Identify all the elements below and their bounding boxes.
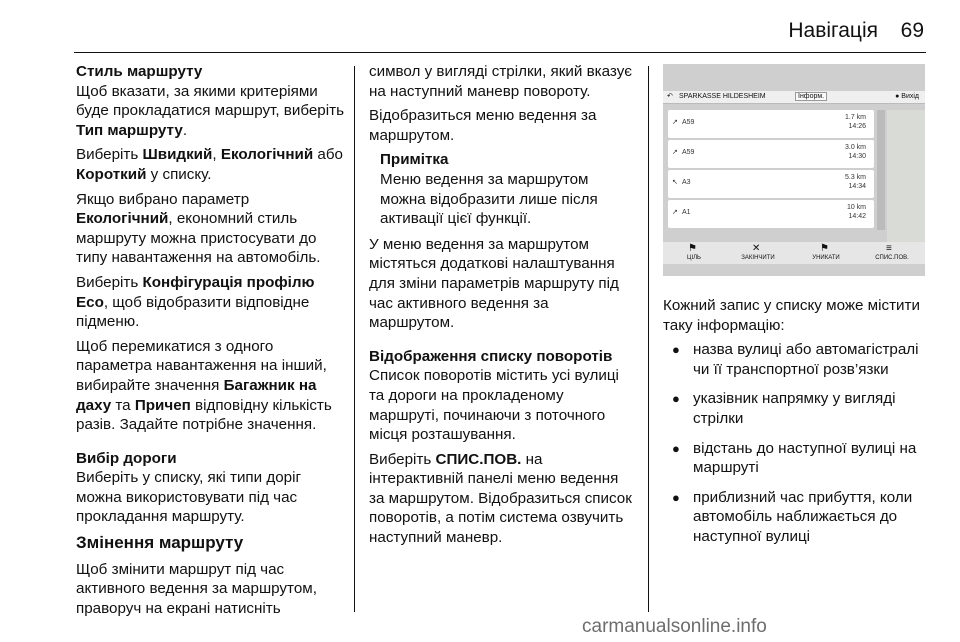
list-item: ● назва вулиці або автомагістралі чи її транспортної розв’язки — [663, 340, 925, 379]
text: Виберіть — [76, 146, 143, 164]
bold-text: СПИС.ПОВ. — [435, 450, 522, 468]
text: на інтерактивній панелі меню ведення за маршрутом. Відобразиться список поворотів, а потім система озвучить наступний маневр. — [369, 450, 632, 547]
arrival-time: 14:34 — [848, 183, 866, 190]
arrival-time: 14:26 — [848, 123, 866, 130]
page-number: 69 — [900, 19, 924, 42]
bold-text: Короткий — [76, 165, 147, 183]
road-name: A3 — [682, 179, 691, 186]
map-preview — [887, 110, 925, 242]
arrival-time: 14:42 — [848, 213, 866, 220]
screen-bottom-bar — [663, 242, 925, 264]
column-3 — [663, 296, 925, 557]
bold-text: Екологічний — [76, 210, 169, 228]
paragraph — [76, 145, 348, 184]
note-box — [369, 150, 635, 228]
exit-label: Вихід — [901, 93, 919, 100]
turn-list — [668, 110, 874, 230]
arrow-icon: ↗ — [672, 149, 678, 156]
road-name: A59 — [682, 119, 695, 126]
text: відповідну кількість разів. Задайте потрібне значення. — [76, 396, 332, 434]
bold-text: Багажник на даху — [76, 376, 317, 414]
column-divider — [648, 66, 649, 612]
text: , — [212, 146, 221, 164]
back-icon: ↶ — [667, 93, 673, 100]
text: Щоб перемикатися з одного параметра навантаження на інший, вибирайте значення — [76, 337, 327, 394]
scrollbar — [877, 110, 885, 230]
text: , економний стиль маршруту можна пристосувати до типу навантаження на автомобіль. — [76, 210, 321, 267]
text: Якщо вибрано параметр — [76, 190, 250, 208]
list-item — [668, 200, 874, 228]
section-title: Навігація — [788, 19, 878, 42]
bold-text: Екологічний — [220, 146, 314, 164]
heading-road-choice: Вибір дороги — [76, 449, 177, 467]
paragraph — [76, 273, 348, 332]
column-2 — [369, 62, 635, 553]
destination-button — [669, 243, 719, 261]
flag-icon: ⚑ — [688, 243, 697, 254]
avoid-icon: ⚑ — [820, 243, 829, 254]
watermark: carmanualsonline.info — [582, 616, 767, 637]
paragraph: Список поворотів містить усі вулиці та дороги на прокладеному маршруті, починаючи з поточного місця розташування. — [369, 367, 619, 444]
screen-title-bar — [663, 91, 925, 104]
list-item: ● указівник напрямку у вигляді стрілки — [663, 389, 925, 428]
paragraph: Виберіть у списку, які типи доріг можна використовувати під час прокладання маршруту. — [76, 469, 302, 526]
list-item: ● відстань до наступної вулиці на маршруті — [663, 439, 925, 478]
button-label: ЗАКІНЧИТИ — [741, 255, 775, 261]
note-title: Примітка — [380, 151, 449, 169]
button-label: СПИС.ПОВ. — [875, 255, 909, 261]
distance: 3.0 km — [844, 144, 866, 151]
text: . — [182, 121, 188, 139]
row-info — [845, 173, 866, 191]
header-divider — [74, 52, 926, 53]
bold-text: Швидкий — [142, 146, 213, 164]
list-icon: ≡ — [886, 243, 892, 254]
row-info — [845, 113, 866, 131]
row-info — [847, 203, 866, 221]
text: або — [313, 146, 343, 164]
button-label: УНИКАТИ — [812, 255, 840, 261]
button-label: ЦІЛЬ — [687, 255, 701, 261]
distance: 10 km — [846, 204, 866, 211]
distance: 1.7 km — [844, 114, 866, 121]
column-divider — [354, 66, 355, 612]
screen-title: SPARKASSE HILDESHEIM — [679, 93, 766, 100]
bold-text: Причеп — [134, 396, 191, 414]
arrival-time: 14:30 — [848, 153, 866, 160]
list-item — [668, 110, 874, 138]
exit-button — [895, 93, 919, 100]
bold-text: Тип маршруту — [76, 121, 183, 139]
paragraph: Щоб змінити маршрут під час активного ведення за маршрутом, праворуч на екрані натисніть — [76, 560, 317, 617]
heading-change-route: Змінення маршруту — [76, 533, 244, 553]
column-1 — [76, 62, 348, 623]
arrow-icon: ↗ — [672, 209, 678, 216]
paragraph — [76, 82, 348, 141]
paragraph — [76, 337, 348, 435]
road-name: A59 — [682, 149, 695, 156]
heading-turn-list: Відображення списку поворотів — [369, 347, 613, 365]
distance: 5.3 km — [844, 174, 866, 181]
turn-list-button — [867, 243, 917, 261]
text: та — [111, 396, 135, 414]
navigation-screenshot — [663, 64, 925, 276]
paragraph: У меню ведення за маршрутом містяться додаткові налаштування для зміни параметрів маршруту під час активного ведення за маршрутом. — [369, 235, 619, 332]
end-icon: ✕ — [752, 243, 761, 254]
exit-icon: ● — [895, 93, 900, 100]
text: Щоб вказати, за якими критеріями буде прокладатися маршрут, виберіть — [76, 82, 344, 120]
paragraph: Кожний запис у списку може містити таку інформацію: — [663, 297, 920, 334]
arrow-icon: ↖ — [672, 179, 678, 186]
bold-text: Конфігурація профілю Eco — [76, 273, 315, 311]
text: Виберіть — [369, 450, 436, 468]
paragraph: Відобразиться меню ведення за маршрутом. — [369, 107, 597, 144]
end-button — [733, 243, 783, 261]
list-item — [668, 140, 874, 168]
note-body: Меню ведення за маршрутом можна відобразити лише після активації цієї функції. — [380, 170, 598, 228]
list-item: ● приблизний час прибуття, коли автомобіль наближається до наступної вулиці — [663, 488, 925, 547]
paragraph — [369, 450, 635, 548]
list-item — [668, 170, 874, 198]
paragraph — [76, 190, 348, 268]
heading-route-style: Стиль маршруту — [76, 63, 203, 80]
info-list — [663, 340, 925, 546]
avoid-button — [801, 243, 851, 261]
text: у списку. — [146, 165, 212, 183]
info-button: Інформ. — [795, 92, 827, 101]
text: Виберіть — [76, 273, 143, 291]
row-info — [845, 143, 866, 161]
road-name: A1 — [682, 209, 691, 216]
text: , щоб відобразити відповідне підменю. — [76, 293, 310, 331]
paragraph: символ у вигляді стрілки, який вказує на наступний маневр повороту. — [369, 63, 633, 100]
arrow-icon: ↗ — [672, 119, 678, 126]
